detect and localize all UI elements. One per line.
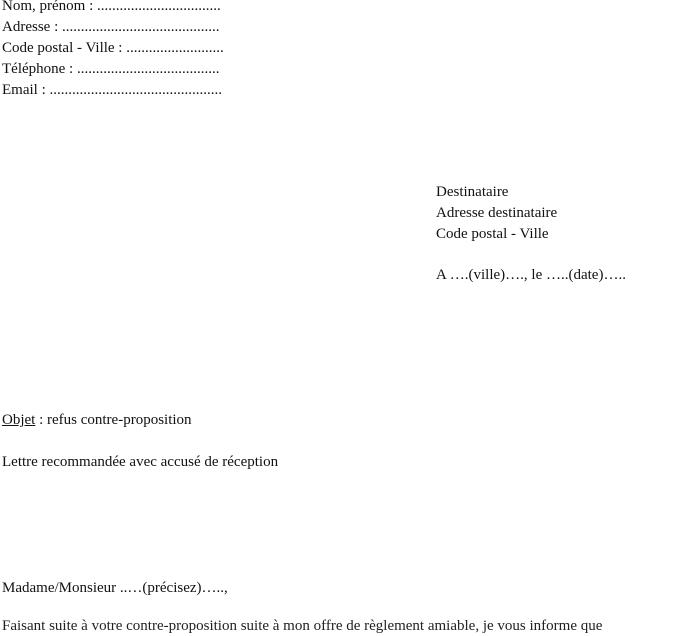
subject-text: : refus contre-proposition: [35, 412, 192, 428]
place-date-line: A ….(ville)…., le …..(date)…..: [436, 267, 626, 283]
sender-email-line: Email : ..............................................: [2, 82, 222, 98]
sender-address-line: Adresse : ..........................................: [2, 19, 220, 35]
subject-line: [2, 410, 192, 430]
sender-name-line: Nom, prénom : .................................: [2, 0, 221, 14]
subject-label: Objet: [2, 412, 36, 428]
recipient-address: Adresse destinataire: [436, 205, 558, 221]
recipient-postal: Code postal - Ville: [436, 226, 549, 242]
salutation-line: Madame/Monsieur ..…(précisez)…..,: [2, 580, 228, 596]
registered-mail-line: Lettre recommandée avec accusé de réception: [2, 454, 279, 470]
recipient-name: Destinataire: [436, 184, 509, 200]
sender-phone-line: Téléphone : ......................................: [2, 61, 220, 77]
body-first-line: Faisant suite à votre contre-proposition suite à mon offre de règlement amiable, je vous informe que: [2, 618, 603, 634]
sender-postal-line: Code postal - Ville : ..........................: [2, 40, 224, 56]
